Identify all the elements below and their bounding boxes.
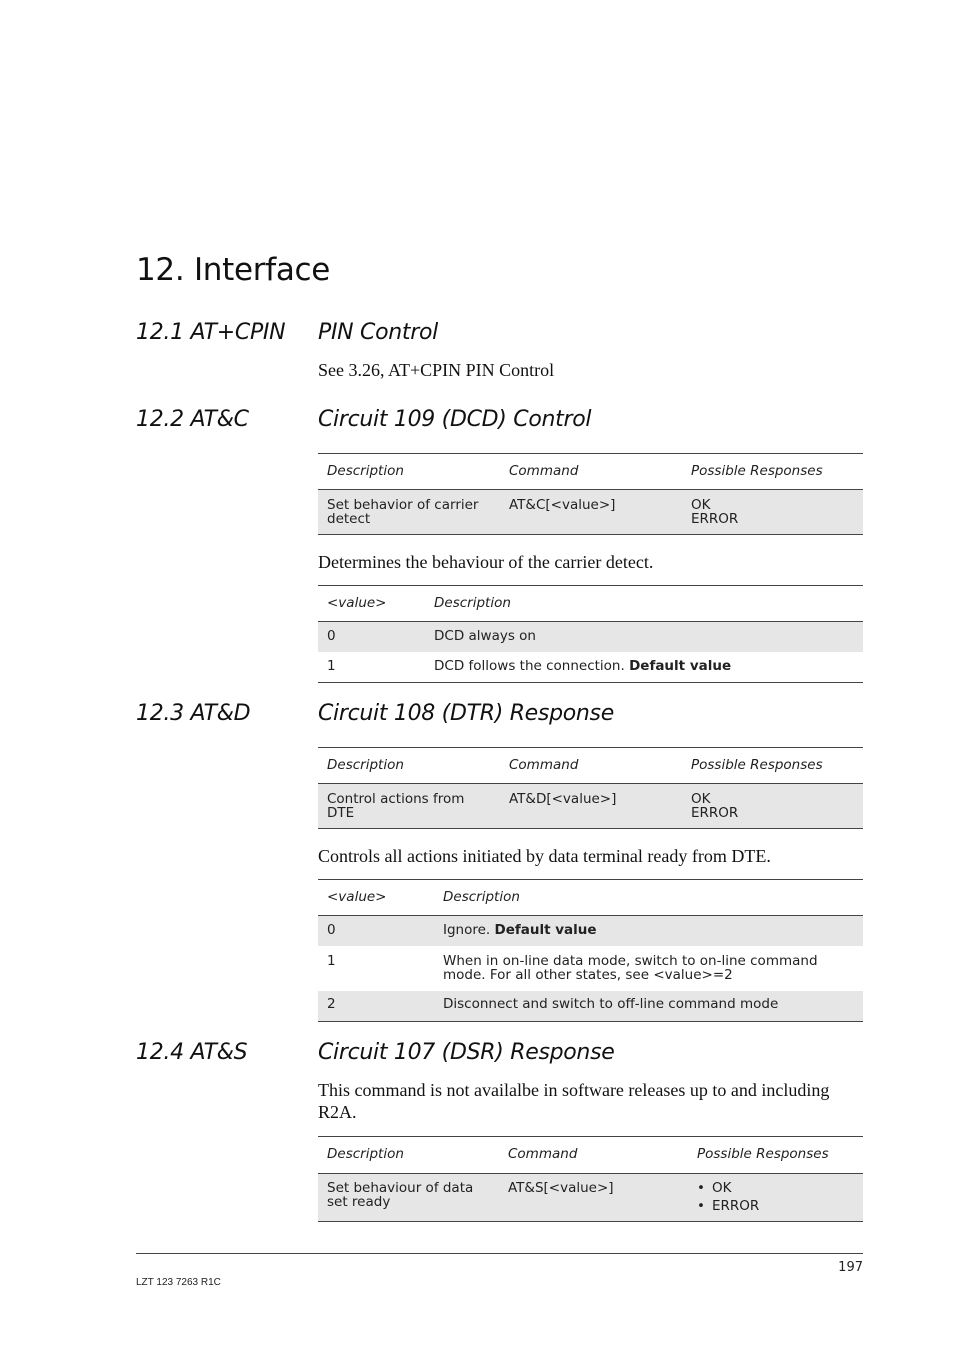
- cell-command: AT&C[<value>]: [500, 490, 682, 535]
- value-description: Ignore.: [443, 922, 491, 938]
- section-title-12-3: Circuit 108 (DTR) Response: [318, 701, 614, 726]
- table-row: [318, 652, 863, 683]
- value-table-at-d: [318, 879, 863, 1022]
- cell-command: AT&S[<value>]: [499, 1174, 688, 1222]
- response-error: ERROR: [691, 805, 739, 821]
- response-list: [697, 1179, 854, 1215]
- cell-value: 1: [327, 952, 336, 969]
- table-row: [318, 946, 863, 991]
- section-number-12-2: 12.2 AT&C: [136, 407, 249, 432]
- table-row: [318, 991, 863, 1022]
- cell-command: AT&D[<value>]: [500, 784, 682, 829]
- header-value: <value>: [318, 880, 434, 916]
- table-row: [318, 490, 863, 535]
- section-number-12-3: 12.3 AT&D: [136, 701, 251, 726]
- cell-value: 0: [318, 916, 434, 946]
- cell-responses: [688, 1174, 863, 1222]
- section-title-12-4: Circuit 107 (DSR) Response: [318, 1040, 615, 1065]
- header-command: Command: [500, 748, 682, 784]
- response-ok: • OK: [697, 1179, 854, 1197]
- header-description: Description: [318, 1137, 499, 1174]
- command-table-at-c: [318, 453, 863, 535]
- chapter-title: 12. Interface: [136, 252, 331, 288]
- cell-responses: [682, 784, 863, 829]
- table-row: [318, 622, 863, 652]
- cell-description: Control actions from DTE: [318, 784, 500, 829]
- command-table-at-d: [318, 747, 863, 829]
- value-table-at-c: [318, 585, 863, 683]
- table-row: [318, 916, 863, 946]
- section-12-1-body: See 3.26, AT+CPIN PIN Control: [318, 360, 555, 380]
- table-row: [318, 784, 863, 829]
- cell-value: 0: [318, 622, 425, 652]
- page-number: 197: [838, 1260, 863, 1275]
- cell-description: [425, 652, 863, 683]
- section-12-2-body: Determines the behaviour of the carrier detect.: [318, 552, 654, 572]
- footer-divider: [136, 1253, 863, 1254]
- section-number-12-1: 12.1 AT+CPIN: [136, 320, 286, 345]
- table-row: [318, 1174, 863, 1222]
- command-table-at-s: [318, 1136, 863, 1222]
- header-possible-responses: Possible Responses: [682, 454, 863, 490]
- section-12-3-body: Controls all actions initiated by data terminal ready from DTE.: [318, 846, 771, 866]
- header-possible-responses: Possible Responses: [688, 1137, 863, 1174]
- cell-description: [434, 916, 863, 946]
- document-id: LZT 123 7263 R1C: [136, 1277, 221, 1288]
- response-ok: OK: [691, 497, 711, 513]
- cell-description: When in on-line data mode, switch to on-line command mode. For all other states, see <value>=2: [443, 952, 818, 983]
- response-ok: OK: [691, 791, 711, 807]
- value-description: DCD follows the connection.: [434, 657, 625, 674]
- cell-description: [425, 622, 863, 652]
- header-description: Description: [318, 748, 500, 784]
- header-command: Command: [499, 1137, 688, 1174]
- header-description: Description: [318, 454, 500, 490]
- header-command: Command: [500, 454, 682, 490]
- cell-description: Set behavior of carrier detect: [318, 490, 500, 535]
- response-error: • ERROR: [697, 1197, 854, 1215]
- cell-value: 2: [318, 991, 434, 1022]
- cell-value: 1: [318, 652, 425, 683]
- header-possible-responses: Possible Responses: [682, 748, 863, 784]
- section-title-12-1: PIN Control: [318, 320, 438, 345]
- response-error: ERROR: [691, 511, 739, 527]
- section-12-4-body: This command is not availalbe in software releases up to and including R2A.: [318, 1080, 830, 1122]
- default-value-note: Default value: [494, 922, 597, 938]
- value-description: DCD always on: [434, 628, 536, 644]
- header-description: Description: [425, 586, 863, 622]
- cell-description: Disconnect and switch to off-line command mode: [434, 991, 863, 1022]
- cell-responses: [682, 490, 863, 535]
- header-description: Description: [434, 880, 863, 916]
- section-number-12-4: 12.4 AT&S: [136, 1040, 248, 1065]
- section-title-12-2: Circuit 109 (DCD) Control: [318, 407, 592, 432]
- header-value: <value>: [318, 586, 425, 622]
- cell-description: Set behaviour of data set ready: [318, 1174, 499, 1222]
- default-value-note: Default value: [629, 657, 732, 674]
